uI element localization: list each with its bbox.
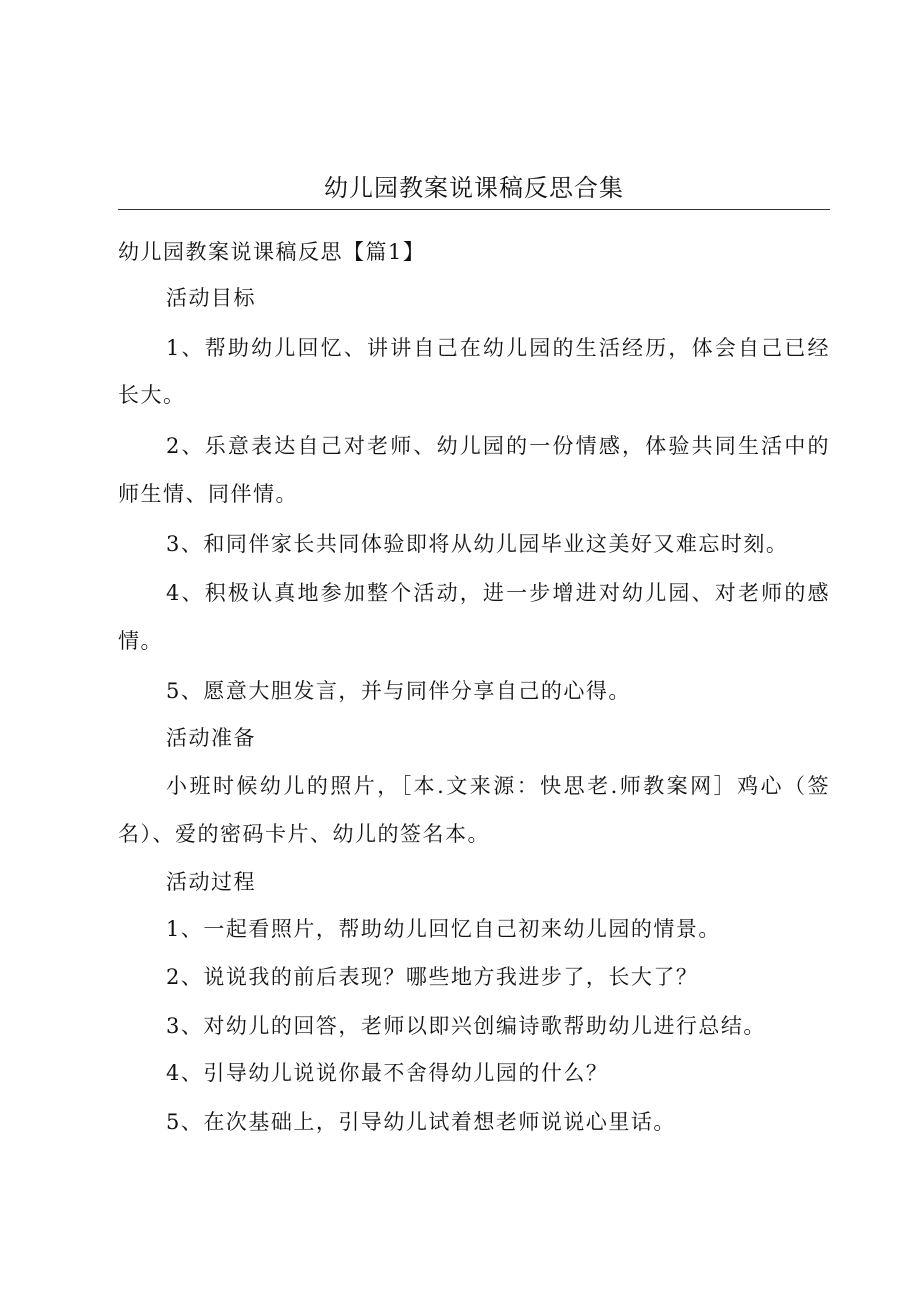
preparation-line-1: 小班时候幼儿的照片，［本.文来源：快思老.师教案网］鸡心（签 — [166, 774, 830, 798]
process-item-3: 3、对幼儿的回答，老师以即兴创编诗歌帮助幼儿进行总结。 — [166, 1014, 766, 1038]
goal-item-2-line-2: 师生情、同伴情。 — [118, 482, 298, 506]
section-heading: 幼儿园教案说课稿反思【篇1】 — [118, 240, 426, 264]
document-title: 幼儿园教案说课稿反思合集 — [324, 174, 624, 202]
goal-item-2-line-1: 2、乐意表达自己对老师、幼儿园的一份情感，体验共同生活中的 — [166, 434, 830, 458]
goal-item-1-line-2: 长大。 — [118, 383, 186, 407]
goal-item-1-line-1: 1、帮助幼儿回忆、讲讲自己在幼儿园的生活经历，体会自己已经 — [166, 336, 830, 360]
goal-item-4-line-2: 情。 — [118, 629, 163, 653]
process-item-4: 4、引导幼儿说说你最不舍得幼儿园的什么？ — [166, 1061, 609, 1085]
process-item-1: 1、一起看照片，帮助幼儿回忆自己初来幼儿园的情景。 — [166, 917, 721, 941]
preparation-heading: 活动准备 — [166, 726, 256, 750]
process-heading: 活动过程 — [166, 870, 256, 894]
goal-item-4-line-1: 4、积极认真地参加整个活动，进一步增进对幼儿园、对老师的感 — [166, 581, 830, 605]
process-item-5: 5、在次基础上，引导幼儿试着想老师说说心里话。 — [166, 1110, 676, 1134]
process-item-2: 2、说说我的前后表现？哪些地方我进步了，长大了？ — [166, 965, 699, 989]
preparation-line-2: 名）、爱的密码卡片、幼儿的签名本。 — [118, 822, 490, 846]
title-underline — [118, 209, 830, 210]
goal-item-5: 5、愿意大胆发言，并与同伴分享自己的心得。 — [166, 679, 631, 703]
goal-item-3: 3、和同伴家长共同体验即将从幼儿园毕业这美好又难忘时刻。 — [166, 532, 789, 556]
goals-heading: 活动目标 — [166, 286, 256, 310]
